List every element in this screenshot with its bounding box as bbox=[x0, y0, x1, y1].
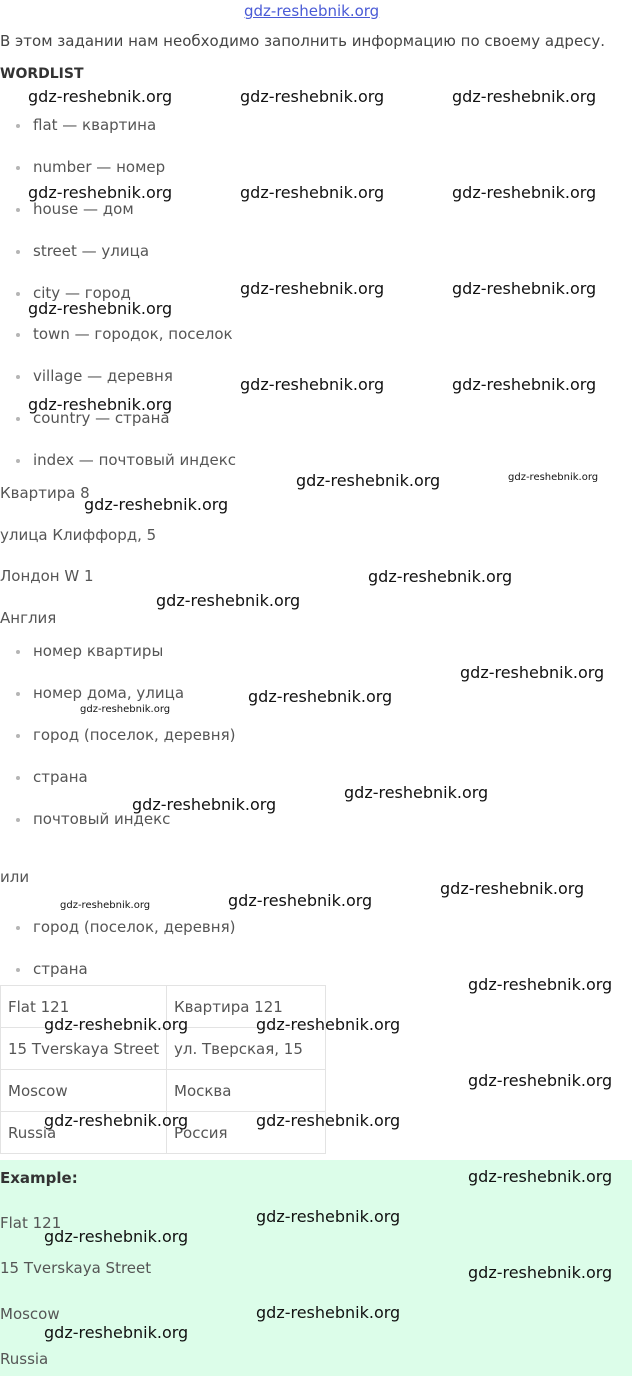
site-link[interactable]: gdz-reshebnik.org bbox=[244, 2, 380, 20]
address-line: Лондон W 1 bbox=[0, 567, 94, 585]
intro-text: В этом задании нам необходимо заполнить информацию по своему адресу. bbox=[0, 32, 606, 50]
watermark: gdz-reshebnik.org bbox=[256, 1015, 401, 1034]
watermark: gdz-reshebnik.org bbox=[84, 495, 229, 514]
table-cell: Москва bbox=[167, 1070, 326, 1112]
watermark: gdz-reshebnik.org bbox=[256, 1111, 401, 1130]
table-cell: Flat 121 bbox=[1, 986, 167, 1028]
watermark: gdz-reshebnik.org bbox=[44, 1111, 189, 1130]
table-cell: Россия bbox=[167, 1112, 326, 1154]
order-item: город (поселок, деревня) bbox=[0, 726, 235, 744]
watermark: gdz-reshebnik.org bbox=[440, 879, 585, 898]
watermark: gdz-reshebnik.org bbox=[256, 1303, 401, 1322]
watermark: gdz-reshebnik.org bbox=[28, 395, 173, 414]
table-cell: 15 Tverskaya Street bbox=[1, 1028, 167, 1070]
watermark: gdz-reshebnik.org bbox=[248, 687, 393, 706]
example-line: Russia bbox=[0, 1350, 49, 1368]
watermark: gdz-reshebnik.org bbox=[28, 87, 173, 106]
watermark: gdz-reshebnik.org bbox=[240, 87, 385, 106]
example-title: Example: bbox=[0, 1169, 78, 1187]
watermark: gdz-reshebnik.org bbox=[452, 87, 597, 106]
watermark: gdz-reshebnik.org bbox=[468, 1167, 613, 1186]
watermark: gdz-reshebnik.org bbox=[132, 795, 277, 814]
watermark: gdz-reshebnik.org bbox=[44, 1015, 189, 1034]
or-text: или bbox=[0, 868, 30, 886]
wordlist-item: street — улица bbox=[0, 242, 149, 260]
watermark: gdz-reshebnik.org bbox=[452, 279, 597, 298]
watermark: gdz-reshebnik.org bbox=[240, 183, 385, 202]
watermark: gdz-reshebnik.org bbox=[344, 783, 489, 802]
wordlist-item: country — страна bbox=[0, 409, 170, 427]
watermark: gdz-reshebnik.org bbox=[452, 183, 597, 202]
watermark: gdz-reshebnik.org bbox=[508, 472, 599, 483]
watermark: gdz-reshebnik.org bbox=[44, 1323, 189, 1342]
table-row bbox=[1, 1070, 326, 1112]
watermark: gdz-reshebnik.org bbox=[296, 471, 441, 490]
watermark: gdz-reshebnik.org bbox=[156, 591, 301, 610]
table-cell: Moscow bbox=[1, 1070, 167, 1112]
wordlist-item: city — город bbox=[0, 284, 131, 302]
example-line: Flat 121 bbox=[0, 1214, 62, 1232]
watermark: gdz-reshebnik.org bbox=[240, 279, 385, 298]
watermark: gdz-reshebnik.org bbox=[368, 567, 513, 586]
watermark: gdz-reshebnik.org bbox=[460, 663, 605, 682]
order-item: номер квартиры bbox=[0, 642, 163, 660]
wordlist-item: village — деревня bbox=[0, 367, 173, 385]
watermark: gdz-reshebnik.org bbox=[228, 891, 373, 910]
watermark: gdz-reshebnik.org bbox=[240, 375, 385, 394]
table-cell: ул. Тверская, 15 bbox=[167, 1028, 326, 1070]
watermark: gdz-reshebnik.org bbox=[28, 299, 173, 318]
watermark: gdz-reshebnik.org bbox=[468, 1071, 613, 1090]
address-line: Квартира 8 bbox=[0, 484, 90, 502]
wordlist-heading: WORDLIST bbox=[0, 66, 84, 82]
wordlist-item: town — городок, поселок bbox=[0, 325, 233, 343]
watermark: gdz-reshebnik.org bbox=[468, 975, 613, 994]
example-line: 15 Tverskaya Street bbox=[0, 1259, 152, 1277]
watermark: gdz-reshebnik.org bbox=[60, 900, 151, 911]
table-cell: Квартира 121 bbox=[167, 986, 326, 1028]
wordlist-item: flat — квартина bbox=[0, 116, 156, 134]
order-item: номер дома, улица bbox=[0, 684, 184, 702]
address-line: улица Клиффорд, 5 bbox=[0, 526, 157, 544]
example-line: Moscow bbox=[0, 1305, 60, 1323]
watermark: gdz-reshebnik.org bbox=[468, 1263, 613, 1282]
address-line: Англия bbox=[0, 609, 57, 627]
order-item: почтовый индекс bbox=[0, 810, 170, 828]
order-item: страна bbox=[0, 768, 88, 786]
watermark: gdz-reshebnik.org bbox=[44, 1227, 189, 1246]
order-item: страна bbox=[0, 960, 88, 978]
order-item: город (поселок, деревня) bbox=[0, 918, 235, 936]
watermark: gdz-reshebnik.org bbox=[28, 183, 173, 202]
wordlist-item: house — дом bbox=[0, 200, 134, 218]
watermark: gdz-reshebnik.org bbox=[256, 1207, 401, 1226]
watermark: gdz-reshebnik.org bbox=[80, 704, 171, 715]
wordlist-item: index — почтовый индекс bbox=[0, 451, 236, 469]
table-cell: Russia bbox=[1, 1112, 167, 1154]
wordlist-item: number — номер bbox=[0, 158, 165, 176]
watermark: gdz-reshebnik.org bbox=[452, 375, 597, 394]
